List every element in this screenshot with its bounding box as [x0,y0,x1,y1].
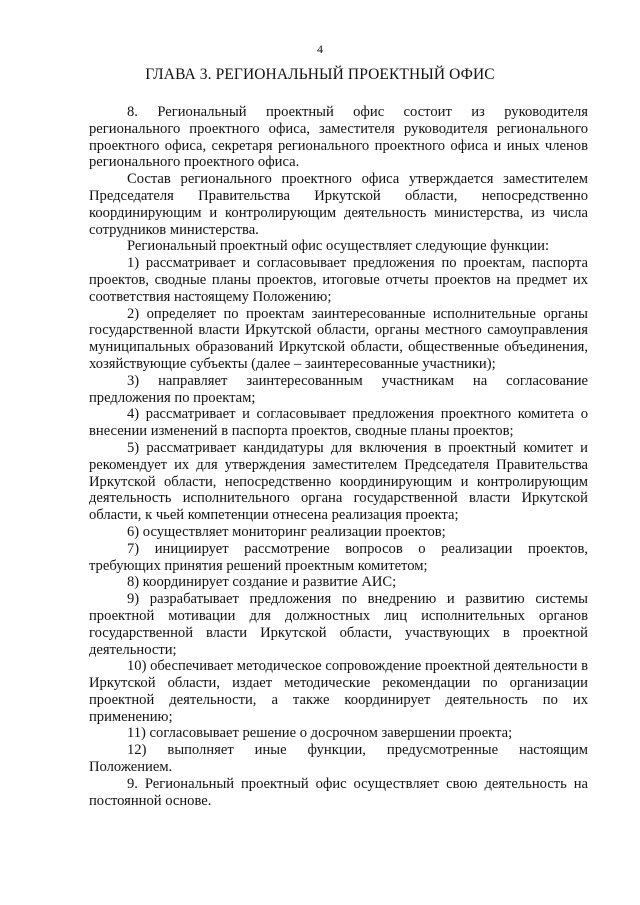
function-item-5: 5) рассматривает кандидатуры для включения в проектный комитет и рекомендует их для утверждения заместителем Председателя Правительства Иркутской области, непосредственно координирующим и контролирующим деятельность исполнительного органа государственной власти Иркутской области, к чьей компетенции отнесена реализация проекта; [89,439,588,524]
chapter-heading: ГЛАВА 3. РЕГИОНАЛЬНЫЙ ПРОЕКТНЫЙ ОФИС [145,66,495,83]
function-item-11: 11) согласовывает решение о досрочном завершении проекта; [127,725,513,742]
function-item-7: 7) инициирует рассмотрение вопросов о реализации проектов, требующих принятия решений проектным комитетом; [89,540,588,574]
function-item-10: 10) обеспечивает методическое сопровождение проектной деятельности в Иркутской области, издает методические рекомендации по организации проектной деятельности, а также координирует деятельность по их применению; [89,658,588,725]
function-item-6: 6) осуществляет мониторинг реализации проектов; [127,523,446,540]
function-item-1: 1) рассматривает и согласовывает предложения по проектам, паспорта проектов, сводные планы проектов, итоговые отчеты проектов на предмет их соответствия настоящему Положению; [89,255,588,305]
function-item-2: 2) определяет по проектам заинтересованные исполнительные органы государственной власти Иркутской области, органы местного самоуправления муниципальных образований Иркутской области, общественные объединения, хозяйствующие субъекты (далее – заинтересованные участники); [89,305,588,372]
page-number: 4 [317,42,323,56]
paragraph-8: 8. Региональный проектный офис состоит из руководителя регионального проектного офиса, заместителя руководителя регионального проектного офиса, секретаря регионального проектного офиса и иных членов регионального проектного офиса. [89,104,588,171]
function-item-3: 3) направляет заинтересованным участникам на согласование предложения по проектам; [89,372,588,406]
paragraph-functions-intro: Региональный проектный офис осуществляет следующие функции: [127,238,550,255]
body-text [89,104,588,809]
paragraph-9: 9. Региональный проектный офис осуществляет свою деятельность на постоянной основе. [89,775,588,809]
function-item-4: 4) рассматривает и согласовывает предложения проектного комитета о внесении изменений в паспорта проектов, сводные планы проектов; [89,406,588,440]
function-item-12: 12) выполняет иные функции, предусмотренные настоящим Положением. [89,742,588,776]
function-item-8: 8) координирует создание и развитие АИС; [127,574,397,591]
paragraph-composition: Состав регионального проектного офиса утверждается заместителем Председателя Правительства Иркутской области, непосредственно координирующим и контролирующим деятельность министерства, из числа сотрудников министерства. [89,171,588,238]
function-item-9: 9) разрабатывает предложения по внедрению и развитию системы проектной мотивации для должностных лиц исполнительных органов государственной власти Иркутской области, участвующих в проектной деятельности; [89,591,588,658]
